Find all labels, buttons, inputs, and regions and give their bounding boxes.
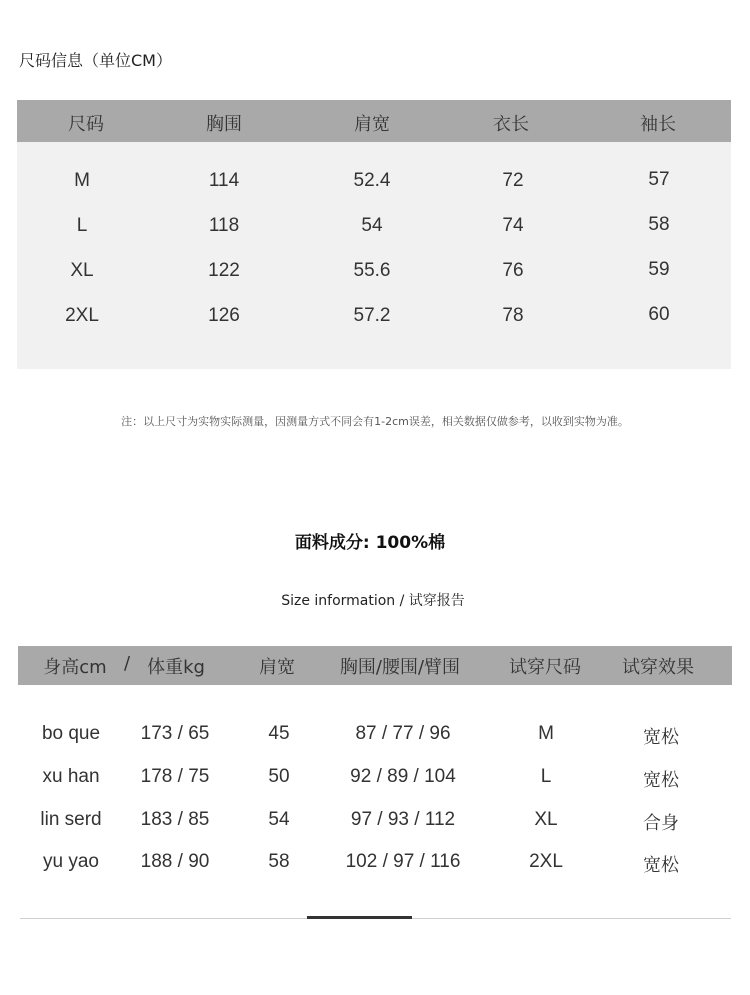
- fit-header-size: 试穿尺码: [509, 657, 581, 678]
- fit-header-separator: /: [123, 653, 131, 674]
- size-cell: 57: [648, 169, 670, 190]
- size-cell: 122: [208, 260, 240, 281]
- size-cell: 76: [502, 260, 524, 281]
- size-cell: 57.2: [353, 305, 391, 326]
- fit-cell: M: [538, 723, 554, 744]
- fit-cell: 173 / 65: [140, 723, 210, 744]
- fit-cell: 188 / 90: [140, 851, 210, 872]
- size-cell: 2XL: [65, 305, 99, 326]
- fit-cell: 50: [268, 766, 290, 787]
- size-header-chest: 胸围: [206, 114, 242, 135]
- size-cell: 78: [502, 305, 524, 326]
- size-header-sleeve: 袖长: [640, 114, 676, 135]
- fit-cell: 183 / 85: [140, 809, 210, 830]
- size-cell: L: [76, 215, 88, 236]
- size-cell: 54: [361, 215, 383, 236]
- fit-header-weight: 体重kg: [147, 657, 205, 678]
- size-section-title: 尺码信息（单位CM）: [19, 51, 172, 70]
- size-header-size: 尺码: [68, 114, 104, 135]
- size-cell: 118: [208, 215, 240, 236]
- fit-cell: 58: [268, 851, 290, 872]
- fit-header-effect: 试穿效果: [622, 657, 694, 678]
- fit-cell: yu yao: [43, 851, 99, 872]
- size-cell: 114: [208, 170, 240, 191]
- fit-cell: XL: [534, 809, 558, 830]
- fit-cell: 97 / 93 / 112: [350, 809, 456, 830]
- fit-cell: 92 / 89 / 104: [350, 766, 456, 787]
- size-header-shoulder: 肩宽: [354, 114, 390, 135]
- size-header-length: 衣长: [493, 114, 529, 135]
- fit-cell: xu han: [42, 766, 100, 787]
- scroll-indicator: [307, 916, 412, 919]
- fit-cell: 102 / 97 / 116: [345, 851, 461, 872]
- fit-cell: L: [540, 766, 552, 787]
- size-cell: 126: [208, 305, 240, 326]
- fit-cell: 45: [268, 723, 290, 744]
- size-cell: 52.4: [353, 170, 391, 191]
- measurement-note: 注：以上尺寸为实物实际测量，因测量方式不同会有1-2cm误差，相关数据仅做参考，以收到实物为准。: [121, 415, 629, 428]
- size-cell: M: [74, 170, 90, 191]
- fit-cell: 宽松: [643, 727, 679, 748]
- size-cell: 74: [502, 215, 524, 236]
- fit-cell: 178 / 75: [140, 766, 210, 787]
- fit-header-shoulder: 肩宽: [259, 657, 295, 678]
- size-cell: XL: [70, 260, 94, 281]
- fit-cell: 合身: [643, 813, 679, 834]
- fit-report-title: Size information / 试穿报告: [281, 593, 465, 609]
- fit-header-height: 身高cm: [43, 657, 107, 678]
- fit-cell: bo que: [41, 723, 101, 744]
- fit-cell: 54: [268, 809, 290, 830]
- fit-cell: 宽松: [643, 770, 679, 791]
- size-cell: 72: [502, 170, 524, 191]
- fit-cell: 宽松: [643, 855, 679, 876]
- size-cell: 60: [648, 304, 670, 325]
- fit-cell: 87 / 77 / 96: [355, 723, 451, 744]
- fit-cell: lin serd: [40, 809, 102, 830]
- fabric-composition: 面料成分: 100%棉: [294, 533, 446, 553]
- size-cell: 55.6: [353, 260, 391, 281]
- size-cell: 59: [648, 259, 670, 280]
- fit-header-measurements: 胸围/腰围/臂围: [339, 657, 461, 678]
- fit-cell: 2XL: [529, 851, 563, 872]
- size-cell: 58: [648, 214, 670, 235]
